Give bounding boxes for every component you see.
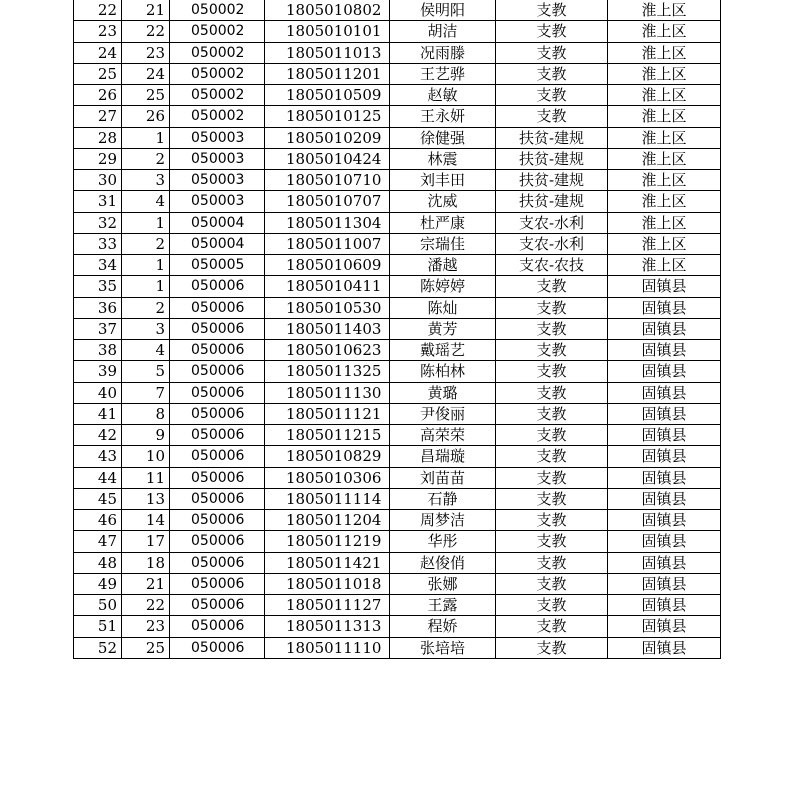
row-index-cell: 24: [74, 42, 122, 63]
name-cell: 黄璐: [390, 382, 496, 403]
ticket-number-cell: 1805011127: [265, 595, 390, 616]
ticket-number-cell: 1805011421: [265, 552, 390, 573]
table-row: [74, 127, 721, 148]
name-cell: 高荣荣: [390, 425, 496, 446]
table-row: [74, 467, 721, 488]
name-cell: 王露: [390, 595, 496, 616]
group-seq-cell: 11: [122, 467, 170, 488]
name-cell: 黄芳: [390, 318, 496, 339]
region-cell: 淮上区: [608, 255, 721, 276]
ticket-number-cell: 1805011219: [265, 531, 390, 552]
position-code-cell: 050002: [170, 106, 265, 127]
program-type-cell: 支教: [496, 340, 608, 361]
table-row: [74, 531, 721, 552]
position-code-cell: 050002: [170, 85, 265, 106]
name-cell: 尹俊丽: [390, 403, 496, 424]
position-code-cell: 050006: [170, 488, 265, 509]
program-type-cell: 支教: [496, 573, 608, 594]
row-index-cell: 51: [74, 616, 122, 637]
group-seq-cell: 7: [122, 382, 170, 403]
region-cell: 淮上区: [608, 0, 721, 21]
group-seq-cell: 21: [122, 573, 170, 594]
position-code-cell: 050002: [170, 21, 265, 42]
group-seq-cell: 25: [122, 637, 170, 658]
table-row: [74, 148, 721, 169]
position-code-cell: 050003: [170, 127, 265, 148]
position-code-cell: 050006: [170, 446, 265, 467]
program-type-cell: 支教: [496, 531, 608, 552]
position-code-cell: 050005: [170, 255, 265, 276]
region-cell: 固镇县: [608, 297, 721, 318]
name-cell: 王永妍: [390, 106, 496, 127]
region-cell: 淮上区: [608, 85, 721, 106]
region-cell: 固镇县: [608, 276, 721, 297]
name-cell: 徐健强: [390, 127, 496, 148]
ticket-number-cell: 1805010424: [265, 148, 390, 169]
name-cell: 张娜: [390, 573, 496, 594]
group-seq-cell: 25: [122, 85, 170, 106]
name-cell: 宗瑞佳: [390, 233, 496, 254]
group-seq-cell: 8: [122, 403, 170, 424]
row-index-cell: 46: [74, 510, 122, 531]
row-index-cell: 47: [74, 531, 122, 552]
ticket-number-cell: 1805011325: [265, 361, 390, 382]
row-index-cell: 42: [74, 425, 122, 446]
program-type-cell: 扶贫-建规: [496, 148, 608, 169]
region-cell: 淮上区: [608, 21, 721, 42]
row-index-cell: 25: [74, 63, 122, 84]
region-cell: 固镇县: [608, 573, 721, 594]
ticket-number-cell: 1805010125: [265, 106, 390, 127]
row-index-cell: 41: [74, 403, 122, 424]
program-type-cell: 扶贫-建规: [496, 127, 608, 148]
program-type-cell: 支教: [496, 42, 608, 63]
group-seq-cell: 4: [122, 191, 170, 212]
row-index-cell: 35: [74, 276, 122, 297]
program-type-cell: 支教: [496, 297, 608, 318]
table-row: [74, 488, 721, 509]
name-cell: 林震: [390, 148, 496, 169]
position-code-cell: 050006: [170, 595, 265, 616]
position-code-cell: 050003: [170, 148, 265, 169]
program-type-cell: 支教: [496, 382, 608, 403]
table-row: [74, 42, 721, 63]
region-cell: 固镇县: [608, 510, 721, 531]
position-code-cell: 050004: [170, 233, 265, 254]
row-index-cell: 37: [74, 318, 122, 339]
row-index-cell: 30: [74, 170, 122, 191]
group-seq-cell: 9: [122, 425, 170, 446]
region-cell: 固镇县: [608, 318, 721, 339]
name-cell: 王艺骅: [390, 63, 496, 84]
program-type-cell: 支教: [496, 425, 608, 446]
ticket-number-cell: 1805011007: [265, 233, 390, 254]
name-cell: 戴瑶艺: [390, 340, 496, 361]
program-type-cell: 扶贫-建规: [496, 191, 608, 212]
ticket-number-cell: 1805011121: [265, 403, 390, 424]
region-cell: 固镇县: [608, 382, 721, 403]
group-seq-cell: 26: [122, 106, 170, 127]
position-code-cell: 050002: [170, 63, 265, 84]
position-code-cell: 050006: [170, 510, 265, 531]
position-code-cell: 050006: [170, 637, 265, 658]
program-type-cell: 支教: [496, 276, 608, 297]
group-seq-cell: 1: [122, 276, 170, 297]
group-seq-cell: 24: [122, 63, 170, 84]
row-index-cell: 23: [74, 21, 122, 42]
row-index-cell: 49: [74, 573, 122, 594]
row-index-cell: 32: [74, 212, 122, 233]
region-cell: 淮上区: [608, 106, 721, 127]
region-cell: 固镇县: [608, 340, 721, 361]
ticket-number-cell: 1805010209: [265, 127, 390, 148]
group-seq-cell: 2: [122, 148, 170, 169]
table-row: [74, 255, 721, 276]
position-code-cell: 050006: [170, 318, 265, 339]
group-seq-cell: 3: [122, 318, 170, 339]
ticket-number-cell: 1805010710: [265, 170, 390, 191]
ticket-number-cell: 1805011201: [265, 63, 390, 84]
region-cell: 淮上区: [608, 233, 721, 254]
program-type-cell: 支教: [496, 85, 608, 106]
row-index-cell: 38: [74, 340, 122, 361]
ticket-number-cell: 1805011013: [265, 42, 390, 63]
ticket-number-cell: 1805010101: [265, 21, 390, 42]
program-type-cell: 支农-水利: [496, 233, 608, 254]
table-row: [74, 510, 721, 531]
name-cell: 杜严康: [390, 212, 496, 233]
ticket-number-cell: 1805010707: [265, 191, 390, 212]
table-row: [74, 106, 721, 127]
group-seq-cell: 14: [122, 510, 170, 531]
table-row: [74, 170, 721, 191]
position-code-cell: 050006: [170, 340, 265, 361]
ticket-number-cell: 1805010530: [265, 297, 390, 318]
program-type-cell: 支教: [496, 616, 608, 637]
region-cell: 固镇县: [608, 616, 721, 637]
program-type-cell: 支教: [496, 488, 608, 509]
group-seq-cell: 22: [122, 595, 170, 616]
position-code-cell: 050003: [170, 191, 265, 212]
program-type-cell: 支教: [496, 467, 608, 488]
program-type-cell: 支农-农技: [496, 255, 608, 276]
table-row: [74, 446, 721, 467]
table-row: [74, 0, 721, 21]
name-cell: 侯明阳: [390, 0, 496, 21]
region-cell: 淮上区: [608, 127, 721, 148]
group-seq-cell: 1: [122, 212, 170, 233]
program-type-cell: 扶贫-建规: [496, 170, 608, 191]
table-row: [74, 595, 721, 616]
table-row: [74, 340, 721, 361]
table-row: [74, 361, 721, 382]
row-index-cell: 44: [74, 467, 122, 488]
ticket-number-cell: 1805010411: [265, 276, 390, 297]
ticket-number-cell: 1805011018: [265, 573, 390, 594]
program-type-cell: 支农-水利: [496, 212, 608, 233]
row-index-cell: 45: [74, 488, 122, 509]
row-index-cell: 36: [74, 297, 122, 318]
region-cell: 固镇县: [608, 531, 721, 552]
program-type-cell: 支教: [496, 361, 608, 382]
ticket-number-cell: 1805011114: [265, 488, 390, 509]
table-row: [74, 21, 721, 42]
region-cell: 淮上区: [608, 170, 721, 191]
name-cell: 刘苗苗: [390, 467, 496, 488]
roster-table: [73, 0, 721, 659]
ticket-number-cell: 1805011110: [265, 637, 390, 658]
position-code-cell: 050006: [170, 276, 265, 297]
ticket-number-cell: 1805011304: [265, 212, 390, 233]
region-cell: 固镇县: [608, 403, 721, 424]
row-index-cell: 50: [74, 595, 122, 616]
group-seq-cell: 23: [122, 42, 170, 63]
position-code-cell: 050006: [170, 616, 265, 637]
ticket-number-cell: 1805010306: [265, 467, 390, 488]
ticket-number-cell: 1805011313: [265, 616, 390, 637]
position-code-cell: 050004: [170, 212, 265, 233]
position-code-cell: 050002: [170, 0, 265, 21]
table-row: [74, 573, 721, 594]
group-seq-cell: 3: [122, 170, 170, 191]
region-cell: 固镇县: [608, 361, 721, 382]
table-row: [74, 318, 721, 339]
row-index-cell: 27: [74, 106, 122, 127]
region-cell: 淮上区: [608, 212, 721, 233]
table-row: [74, 85, 721, 106]
position-code-cell: 050006: [170, 361, 265, 382]
table-row: [74, 63, 721, 84]
position-code-cell: 050006: [170, 467, 265, 488]
program-type-cell: 支教: [496, 446, 608, 467]
name-cell: 赵敏: [390, 85, 496, 106]
group-seq-cell: 2: [122, 297, 170, 318]
row-index-cell: 28: [74, 127, 122, 148]
row-index-cell: 43: [74, 446, 122, 467]
region-cell: 固镇县: [608, 425, 721, 446]
group-seq-cell: 13: [122, 488, 170, 509]
ticket-number-cell: 1805010609: [265, 255, 390, 276]
group-seq-cell: 18: [122, 552, 170, 573]
name-cell: 石静: [390, 488, 496, 509]
table-row: [74, 425, 721, 446]
row-index-cell: 29: [74, 148, 122, 169]
region-cell: 固镇县: [608, 552, 721, 573]
position-code-cell: 050006: [170, 552, 265, 573]
name-cell: 刘丰田: [390, 170, 496, 191]
region-cell: 淮上区: [608, 191, 721, 212]
row-index-cell: 31: [74, 191, 122, 212]
row-index-cell: 48: [74, 552, 122, 573]
row-index-cell: 39: [74, 361, 122, 382]
program-type-cell: 支教: [496, 510, 608, 531]
name-cell: 赵俊俏: [390, 552, 496, 573]
program-type-cell: 支教: [496, 0, 608, 21]
region-cell: 淮上区: [608, 42, 721, 63]
region-cell: 固镇县: [608, 488, 721, 509]
name-cell: 昌瑞璇: [390, 446, 496, 467]
name-cell: 陈灿: [390, 297, 496, 318]
position-code-cell: 050006: [170, 425, 265, 446]
position-code-cell: 050006: [170, 531, 265, 552]
row-index-cell: 33: [74, 233, 122, 254]
name-cell: 潘越: [390, 255, 496, 276]
position-code-cell: 050002: [170, 42, 265, 63]
row-index-cell: 22: [74, 0, 122, 21]
table-row: [74, 382, 721, 403]
table-row: [74, 637, 721, 658]
group-seq-cell: 1: [122, 255, 170, 276]
table-row: [74, 552, 721, 573]
program-type-cell: 支教: [496, 552, 608, 573]
name-cell: 张培培: [390, 637, 496, 658]
program-type-cell: 支教: [496, 21, 608, 42]
ticket-number-cell: 1805011403: [265, 318, 390, 339]
position-code-cell: 050006: [170, 573, 265, 594]
region-cell: 固镇县: [608, 595, 721, 616]
position-code-cell: 050006: [170, 403, 265, 424]
table-row: [74, 616, 721, 637]
group-seq-cell: 21: [122, 0, 170, 21]
table-row: [74, 297, 721, 318]
position-code-cell: 050006: [170, 382, 265, 403]
table-row: [74, 276, 721, 297]
ticket-number-cell: 1805010829: [265, 446, 390, 467]
group-seq-cell: 10: [122, 446, 170, 467]
program-type-cell: 支教: [496, 595, 608, 616]
group-seq-cell: 23: [122, 616, 170, 637]
name-cell: 陈婷婷: [390, 276, 496, 297]
region-cell: 固镇县: [608, 637, 721, 658]
row-index-cell: 34: [74, 255, 122, 276]
name-cell: 陈柏林: [390, 361, 496, 382]
position-code-cell: 050006: [170, 297, 265, 318]
program-type-cell: 支教: [496, 403, 608, 424]
name-cell: 程娇: [390, 616, 496, 637]
name-cell: 况雨滕: [390, 42, 496, 63]
position-code-cell: 050003: [170, 170, 265, 191]
group-seq-cell: 5: [122, 361, 170, 382]
region-cell: 固镇县: [608, 467, 721, 488]
table-row: [74, 191, 721, 212]
table-row: [74, 212, 721, 233]
name-cell: 沈威: [390, 191, 496, 212]
name-cell: 胡洁: [390, 21, 496, 42]
row-index-cell: 40: [74, 382, 122, 403]
table-row: [74, 233, 721, 254]
region-cell: 淮上区: [608, 148, 721, 169]
program-type-cell: 支教: [496, 318, 608, 339]
row-index-cell: 52: [74, 637, 122, 658]
group-seq-cell: 4: [122, 340, 170, 361]
program-type-cell: 支教: [496, 106, 608, 127]
group-seq-cell: 1: [122, 127, 170, 148]
group-seq-cell: 17: [122, 531, 170, 552]
ticket-number-cell: 1805011215: [265, 425, 390, 446]
table-row: [74, 403, 721, 424]
ticket-number-cell: 1805010802: [265, 0, 390, 21]
name-cell: 华彤: [390, 531, 496, 552]
table-body: [74, 0, 721, 658]
row-index-cell: 26: [74, 85, 122, 106]
name-cell: 周梦洁: [390, 510, 496, 531]
ticket-number-cell: 1805011130: [265, 382, 390, 403]
region-cell: 固镇县: [608, 446, 721, 467]
ticket-number-cell: 1805010623: [265, 340, 390, 361]
program-type-cell: 支教: [496, 637, 608, 658]
ticket-number-cell: 1805011204: [265, 510, 390, 531]
region-cell: 淮上区: [608, 63, 721, 84]
group-seq-cell: 22: [122, 21, 170, 42]
group-seq-cell: 2: [122, 233, 170, 254]
program-type-cell: 支教: [496, 63, 608, 84]
ticket-number-cell: 1805010509: [265, 85, 390, 106]
